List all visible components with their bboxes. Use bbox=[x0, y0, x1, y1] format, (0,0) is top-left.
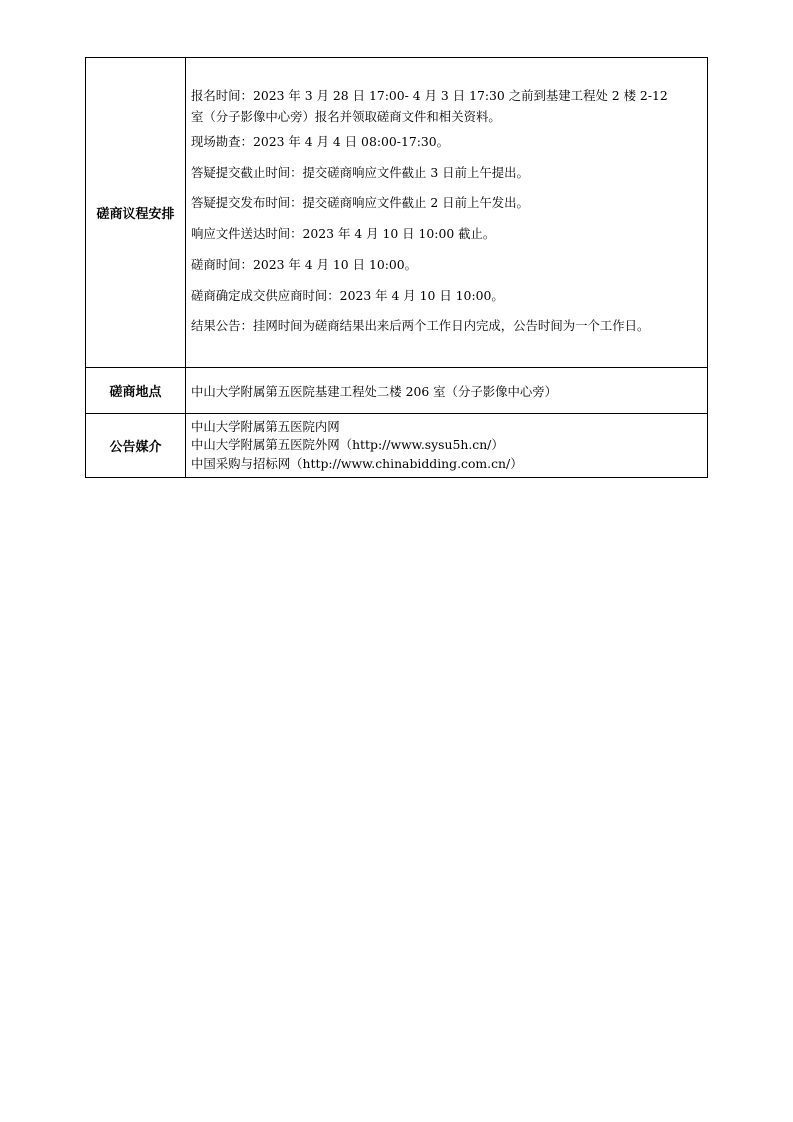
location-label: 磋商地点 bbox=[86, 368, 186, 414]
schedule-label: 磋商议程安排 bbox=[86, 58, 186, 368]
table-row-location bbox=[86, 368, 708, 414]
location-content: 中山大学附属第五医院基建工程处二楼 206 室（分子影像中心旁） bbox=[186, 368, 708, 414]
schedule-line-question-deadline: 答疑提交截止时间：提交磋商响应文件截止 3 日前上午提出。 bbox=[191, 164, 529, 180]
schedule-line-answer-release: 答疑提交发布时间：提交磋商响应文件截止 2 日前上午发出。 bbox=[191, 195, 529, 211]
announcement-table bbox=[85, 57, 708, 478]
schedule-line-site-survey: 现场勘查：2023 年 4 月 4 日 08:00-17:30。 bbox=[191, 133, 450, 149]
schedule-line-result-announcement: 结果公告：挂网时间为磋商结果出来后两个工作日内完成，公告时间为一个工作日。 bbox=[191, 318, 650, 334]
media-line-external-site: 中山大学附属第五医院外网（http://www.sysu5h.cn/） bbox=[191, 437, 504, 453]
schedule-line-response-deadline: 响应文件送达时间：2023 年 4 月 10 日 10:00 截止。 bbox=[191, 226, 496, 242]
media-content bbox=[186, 414, 708, 478]
schedule-line-registration-part2: 室（分子影像中心旁）报名并领取磋商文件和相关资料。 bbox=[191, 108, 501, 124]
media-label: 公告媒介 bbox=[86, 414, 186, 478]
table-row-media bbox=[86, 414, 708, 478]
schedule-line-registration-part1: 报名时间：2023 年 3 月 28 日 17:00- 4 月 3 日 17:30 之前到基建工程处 2 楼 2-12 bbox=[191, 87, 668, 103]
table-row-schedule bbox=[86, 58, 708, 368]
schedule-content bbox=[186, 58, 708, 368]
schedule-line-registration bbox=[191, 85, 704, 127]
media-line-chinabidding: 中国采购与招标网（http://www.chinabidding.com.cn/） bbox=[191, 455, 523, 471]
schedule-line-award-time: 磋商确定成交供应商时间：2023 年 4 月 10 日 10:00。 bbox=[191, 287, 504, 303]
schedule-line-negotiation-time: 磋商时间：2023 年 4 月 10 日 10:00。 bbox=[191, 256, 418, 272]
media-line-intranet: 中山大学附属第五医院内网 bbox=[191, 418, 340, 434]
